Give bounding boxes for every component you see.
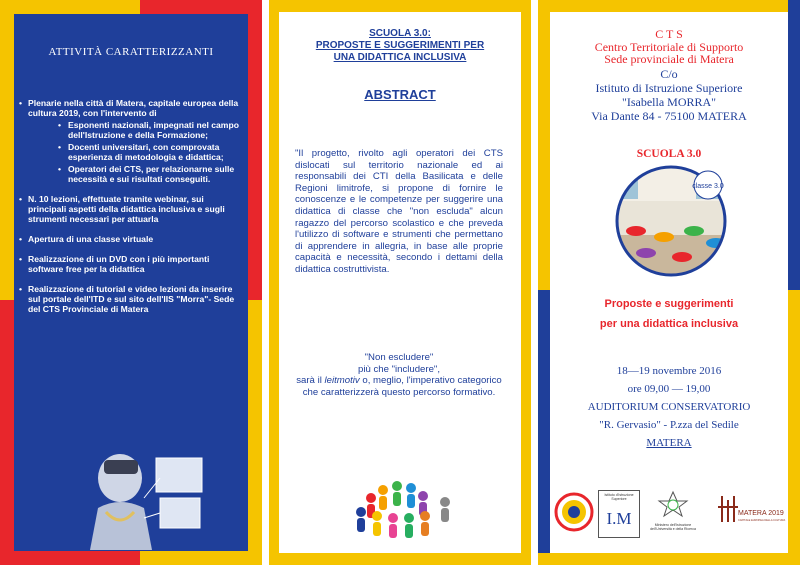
quote-text: o, meglio, l'imperativo categorico che caratterizzerà questo percorso formativo. <box>302 375 502 398</box>
event-details <box>554 362 784 452</box>
list-item: • N. 10 lezioni, effettuate tramite webinar, sui principali aspetti della didattica inclusiva e sugli strumenti necessari per attuarla <box>18 194 244 224</box>
matera2019-logo <box>718 494 788 534</box>
morra-logo-caption: Istituto d'Istruzione Superiore <box>604 493 634 501</box>
sub-list-item: • Docenti universitari, con comprovata esperienza di metodologia e didattica; <box>60 142 244 162</box>
centro-title <box>554 41 784 65</box>
abstract-paragraph: "Il progetto, rivolto agli operatori dei CTS dislocati sul territorio nazionale ed ai responsabili dei CTI della Basilicata e delle Regioni limitrofe, si propone di fornire le conoscenze e le competenze per suggerire una didattica di classe che "non escluda" alcun ragazzo del percorso scolastico e che preveda l'utilizzo di software e strumenti che permettano di apprendere in allegria, in base alle proprie capacità e necessità, secondo i dettami della didattica costruttivista. <box>295 148 503 275</box>
proposte-line: per una didattica inclusiva <box>599 318 739 330</box>
border-strip <box>248 0 262 300</box>
border-strip <box>0 0 14 300</box>
list-item: • Realizzazione di tutorial e video lezioni da inserire sul portale dell'ITD e sul sito dell'IIS "Morra"- Sede del CTS Provinciale di Matera <box>18 284 244 314</box>
italian-emblem-icon <box>648 490 698 518</box>
address-line: "Isabella MORRA" <box>621 95 717 109</box>
ministry-logo-caption: Ministero dell'Istruzione dell'Università e della Ricerca <box>650 523 696 531</box>
matera-mark-icon <box>718 494 738 524</box>
border-strip <box>0 0 140 14</box>
border-strip <box>269 0 531 12</box>
logos-row <box>554 488 788 548</box>
quote-line <box>295 375 503 398</box>
matera-logo-text: MATERA 2019 <box>738 510 784 517</box>
event-time: ore 09,00 — 19,00 <box>627 383 711 395</box>
border-strip <box>538 553 800 565</box>
sub-list-item: • Esponenti nazionali, impegnati nel campo dell'Istruzione e della Formazione; <box>60 120 244 140</box>
border-strip <box>538 0 550 290</box>
border-strip <box>0 300 14 565</box>
panel-heading <box>289 28 511 64</box>
middle-panel <box>269 0 531 565</box>
list-item: • Realizzazione di un DVD con i più importanti software free per la didattica <box>18 254 244 274</box>
quote-text: sarà il <box>296 375 325 387</box>
classroom-label: classe 3.0 <box>692 183 724 190</box>
border-strip <box>140 0 262 14</box>
activities-title: ATTIVITÀ CARATTERIZZANTI <box>48 46 214 58</box>
quote-italic: leitmotiv <box>324 375 360 387</box>
border-strip <box>538 0 800 12</box>
proposte-line: Proposte e suggerimenti <box>604 298 734 310</box>
centro-line: Centro Territoriale di Supporto <box>594 40 744 54</box>
activities-list <box>18 98 244 324</box>
institute-address <box>554 67 784 123</box>
event-venue: AUDITORIUM CONSERVATORIO <box>587 401 751 413</box>
ministry-logo <box>648 490 698 536</box>
centro-line: Sede provinciale di Matera <box>604 52 734 66</box>
classroom-photo <box>596 165 746 277</box>
heading-line: PROPOSTE E SUGGERIMENTI PER <box>315 40 485 51</box>
sub-list-item: • Operatori dei CTS, per relazionarne sulle necessità e sui risultati conseguiti. <box>60 164 244 184</box>
quote-line: più che "includere", <box>357 363 440 375</box>
border-strip <box>269 0 279 565</box>
address-line: Istituto di Istruzione Superiore <box>595 81 743 95</box>
address-line: Via Dante 84 - 75100 MATERA <box>591 109 747 123</box>
border-strip <box>788 0 800 290</box>
people-circle-illustration <box>341 468 459 548</box>
quote-line: "Non escludere" <box>364 352 434 363</box>
morra-logo-text: I.M <box>606 509 632 528</box>
sub-list <box>28 120 244 184</box>
list-item-text: Plenarie nella città di Matera, capitale europea della cultura 2019, con l'intervento di <box>28 98 239 118</box>
border-strip <box>788 290 800 565</box>
abstract-label: ABSTRACT <box>364 87 436 102</box>
right-panel <box>538 0 800 565</box>
heading-line: SCUOLA 3.0: <box>369 28 431 39</box>
border-strip <box>538 290 550 565</box>
list-item <box>18 98 244 184</box>
event-city: MATERA <box>646 437 692 449</box>
left-panel <box>0 0 262 565</box>
border-strip <box>140 551 262 565</box>
event-venue-address: "R. Gervasio" - P.zza del Sedile <box>599 419 739 431</box>
list-item: • Apertura di una classe virtuale <box>18 234 244 244</box>
proposte-subtitle <box>554 294 784 334</box>
matera-logo-caption: CAPITALE EUROPEA DELLA CULTURA <box>738 519 786 522</box>
cts-title: C T S <box>655 27 683 41</box>
border-strip <box>521 0 531 565</box>
robot-illustration <box>60 438 212 550</box>
border-strip <box>0 551 140 565</box>
event-date: 18—19 novembre 2016 <box>616 365 722 377</box>
morra-logo <box>598 490 640 538</box>
heading-line: UNA DIDATTICA INCLUSIVA <box>333 52 467 63</box>
border-strip <box>248 300 262 565</box>
quote-block <box>295 352 503 398</box>
cts-logo <box>554 492 594 532</box>
border-strip <box>269 553 531 565</box>
address-line: C/o <box>660 67 678 81</box>
scuola-title: SCUOLA 3.0 <box>636 148 702 160</box>
